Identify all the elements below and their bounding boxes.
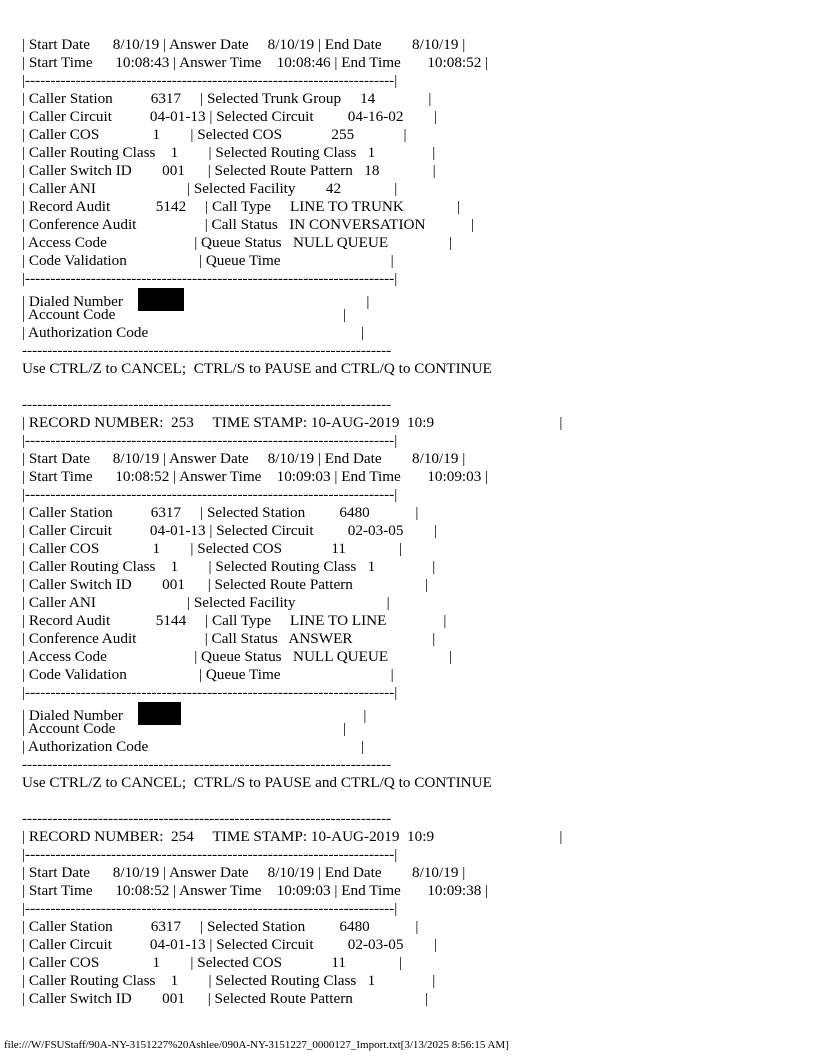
line-text: | Caller Routing Class 1 | Selected Routing Class 1 | (22, 558, 436, 575)
text-line (22, 108, 437, 126)
line-text: | Start Date 8/10/19 | Answer Date 8/10/19 | End Date 8/10/19 | (22, 864, 466, 881)
line-text: | Start Time 10:08:52 | Answer Time 10:09:03 | End Time 10:09:03 | (22, 468, 489, 485)
text-line (22, 432, 397, 450)
text-line (22, 666, 394, 684)
line-text: |-------------------------------------------------------------------------| (22, 486, 398, 503)
text-line (22, 810, 391, 828)
text-line (22, 450, 465, 468)
text-line (22, 144, 435, 162)
line-text: | Caller COS 1 | Selected COS 11 | (22, 540, 403, 557)
text-line (22, 990, 428, 1008)
line-text: |-------------------------------------------------------------------------| (22, 684, 398, 701)
line-text: |-------------------------------------------------------------------------| (22, 846, 398, 863)
text-line (22, 630, 435, 648)
text-line (22, 216, 474, 234)
line-text: | Record Audit 5144 | Call Type LINE TO LINE | (22, 612, 447, 629)
text-line (22, 720, 346, 738)
line-text: | Caller Station 6317 | Selected Station 6480 | (22, 918, 419, 935)
line-text: | Caller Station 6317 | Selected Trunk Group 14 | (22, 90, 432, 107)
text-line (22, 234, 452, 252)
text-line (22, 576, 428, 594)
line-text: | Account Code | (22, 720, 347, 737)
text-line (22, 54, 488, 72)
line-text: |-------------------------------------------------------------------------| (22, 432, 398, 449)
line-text: | Caller ANI | Selected Facility 42 | (22, 180, 398, 197)
text-line (22, 918, 418, 936)
text-line (22, 864, 465, 882)
text-line (22, 180, 397, 198)
line-text: | Record Audit 5142 | Call Type LINE TO TRUNK | (22, 198, 461, 215)
text-line (22, 504, 418, 522)
text-line (22, 522, 437, 540)
text-line (22, 36, 465, 54)
text-line (22, 468, 488, 486)
line-text: | Caller COS 1 | Selected COS 255 | (22, 126, 407, 143)
text-line (22, 828, 562, 846)
line-text: |-------------------------------------------------------------------------| (22, 900, 398, 917)
text-line (22, 252, 394, 270)
text-line (22, 936, 437, 954)
text-line (22, 270, 397, 288)
line-text: | Caller Circuit 04-01-13 | Selected Circuit 02-03-05 | (22, 936, 437, 953)
text-line (22, 162, 436, 180)
text-line (22, 972, 435, 990)
text-line (22, 846, 397, 864)
line-text: | Conference Audit | Call Status IN CONVERSATION | (22, 216, 475, 233)
text-line (22, 702, 367, 724)
line-text: | Code Validation | Queue Time | (22, 252, 394, 269)
line-text: | Caller Routing Class 1 | Selected Routing Class 1 | (22, 144, 436, 161)
text-line (22, 756, 391, 774)
line-text: | Start Time 10:08:52 | Answer Time 10:09:03 | End Time 10:09:38 | (22, 882, 489, 899)
text-line (22, 612, 446, 630)
line-text: Use CTRL/Z to CANCEL; CTRL/S to PAUSE and CTRL/Q to CONTINUE (22, 360, 492, 377)
text-line (22, 414, 562, 432)
line-text: | Caller Routing Class 1 | Selected Routing Class 1 | (22, 972, 436, 989)
line-text: | Conference Audit | Call Status ANSWER | (22, 630, 436, 647)
text-line (22, 126, 407, 144)
line-text: | Caller ANI | Selected Facility | (22, 594, 390, 611)
line-text: | Start Time 10:08:43 | Answer Time 10:08:46 | End Time 10:08:52 | (22, 54, 489, 71)
line-text: | Caller Circuit 04-01-13 | Selected Circuit 02-03-05 | (22, 522, 437, 539)
line-text: ------------------------------------------------------------------------- (22, 756, 392, 773)
line-text: ------------------------------------------------------------------------- (22, 810, 392, 827)
text-line (22, 396, 391, 414)
text-line (22, 882, 488, 900)
print-footer-url: file:///W/FSUStaff/90A-NY-3151227%20Ashlee/090A-NY-3151227_0000127_Import.txt[3/13/2025 8:56:15 AM] (4, 1039, 509, 1051)
line-text: ------------------------------------------------------------------------- (22, 396, 392, 413)
line-text: ------------------------------------------------------------------------- (22, 342, 392, 359)
line-text: | Access Code | Queue Status NULL QUEUE | (22, 648, 452, 665)
text-line (22, 648, 452, 666)
line-text: | RECORD NUMBER: 254 TIME STAMP: 10-AUG-2019 10:9 | (22, 828, 563, 845)
line-text: | Dialed Number (22, 707, 139, 724)
line-text: | Caller Circuit 04-01-13 | Selected Circuit 04-16-02 | (22, 108, 437, 125)
line-text: | Caller COS 1 | Selected COS 11 | (22, 954, 403, 971)
line-text: | Start Date 8/10/19 | Answer Date 8/10/19 | End Date 8/10/19 | (22, 36, 466, 53)
line-text: | Caller Switch ID 001 | Selected Route Pattern | (22, 576, 429, 593)
text-line (22, 594, 390, 612)
line-text: | Account Code | (22, 306, 347, 323)
line-text-after: | (184, 293, 370, 310)
text-line (22, 900, 397, 918)
line-text: | Authorization Code | (22, 738, 364, 755)
line-text: | Start Date 8/10/19 | Answer Date 8/10/19 | End Date 8/10/19 | (22, 450, 466, 467)
text-line (22, 288, 370, 310)
line-text: |-------------------------------------------------------------------------| (22, 72, 398, 89)
line-text: | Access Code | Queue Status NULL QUEUE | (22, 234, 452, 251)
text-line (22, 486, 397, 504)
line-text: Use CTRL/Z to CANCEL; CTRL/S to PAUSE and CTRL/Q to CONTINUE (22, 774, 492, 791)
line-text: | Caller Switch ID 001 | Selected Route Pattern | (22, 990, 429, 1007)
line-text: | RECORD NUMBER: 253 TIME STAMP: 10-AUG-2019 10:9 | (22, 414, 563, 431)
line-text: | Caller Station 6317 | Selected Station 6480 | (22, 504, 419, 521)
line-text: | Authorization Code | (22, 324, 364, 341)
text-line (22, 306, 346, 324)
text-line (22, 558, 435, 576)
text-line (22, 540, 402, 558)
text-line (22, 342, 391, 360)
line-text: | Dialed Number (22, 293, 139, 310)
text-line (22, 360, 492, 378)
line-text: | Code Validation | Queue Time | (22, 666, 394, 683)
text-line (22, 198, 460, 216)
text-line (22, 954, 402, 972)
text-line (22, 684, 397, 702)
line-text: |-------------------------------------------------------------------------| (22, 270, 398, 287)
text-line (22, 324, 364, 342)
text-line (22, 738, 364, 756)
line-text-after: | (181, 707, 367, 724)
text-line (22, 90, 431, 108)
line-text: | Caller Switch ID 001 | Selected Route Pattern 18 | (22, 162, 436, 179)
text-line (22, 72, 397, 90)
text-line (22, 774, 492, 792)
